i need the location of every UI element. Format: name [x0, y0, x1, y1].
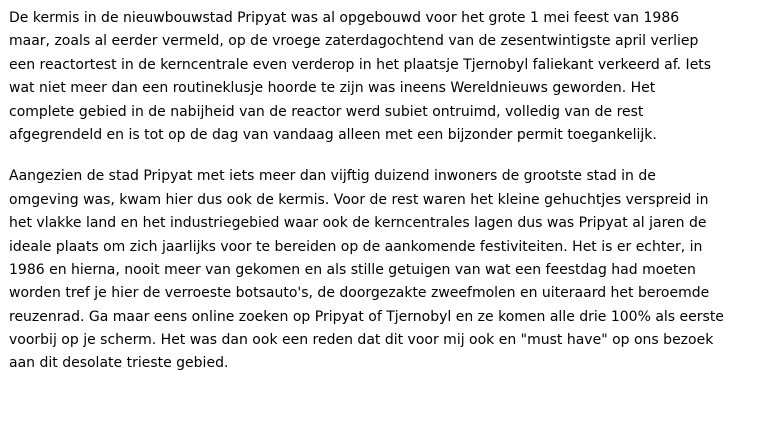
text-line: wat niet meer dan een routineklusje hoorde te zijn was ineens Wereldnieuws geworden. Het: [9, 80, 656, 97]
text-line: voorbij op je scherm. Het was dan ook een reden dat dit voor mij ook en "must have" op ons bezoek: [9, 332, 714, 349]
text-line: maar, zoals al eerder vermeld, op de vroege zaterdagochtend van de zesentwintigste april verliep: [9, 33, 699, 50]
paragraph-1: [9, 7, 760, 147]
paragraph-2: [9, 165, 760, 376]
text-line: complete gebied in de nabijheid van de reactor werd subiet ontruimd, volledig van de rest: [9, 103, 644, 120]
text-line: Aangezien de stad Pripyat met iets meer dan vijftig duizend inwoners de grootste stad in de: [9, 168, 656, 185]
paragraph-spacer: [9, 147, 760, 165]
text-line: aan dit desolate trieste gebied.: [9, 355, 229, 372]
text-line: 1986 en hierna, nooit meer van gekomen en als stille getuigen van wat een feestdag had moeten: [9, 261, 696, 278]
text-line: omgeving was, kwam hier dus ook de kermis. Voor de rest waren het kleine gehuchtjes verspreid in: [9, 191, 709, 208]
text-line: een reactortest in de kerncentrale even verderop in het plaatsje Tjernobyl faliekant verkeerd af. Iets: [9, 56, 712, 73]
text-line: worden tref je hier de verroeste botsauto's, de doorgezakte zweefmolen en uiteraard het beroemde: [9, 285, 710, 302]
text-line: ideale plaats om zich jaarlijks voor te bereiden op de aankomende festiviteiten. Het is er echter, in: [9, 238, 703, 255]
text-line: reuzenrad. Ga maar eens online zoeken op Pripyat of Tjernobyl en ze komen alle drie 100% als eerste: [9, 308, 724, 325]
text-line: De kermis in de nieuwbouwstad Pripyat was al opgebouwd voor het grote 1 mei feest van 1986: [9, 10, 680, 26]
text-line: afgegrendeld en is tot op de dag van vandaag alleen met een bijzonder permit toegankelijk.: [9, 126, 657, 143]
text-line: het vlakke land en het industriegebied waar ook de kerncentrales lagen dus was Pripyat al jaren de: [9, 215, 707, 232]
